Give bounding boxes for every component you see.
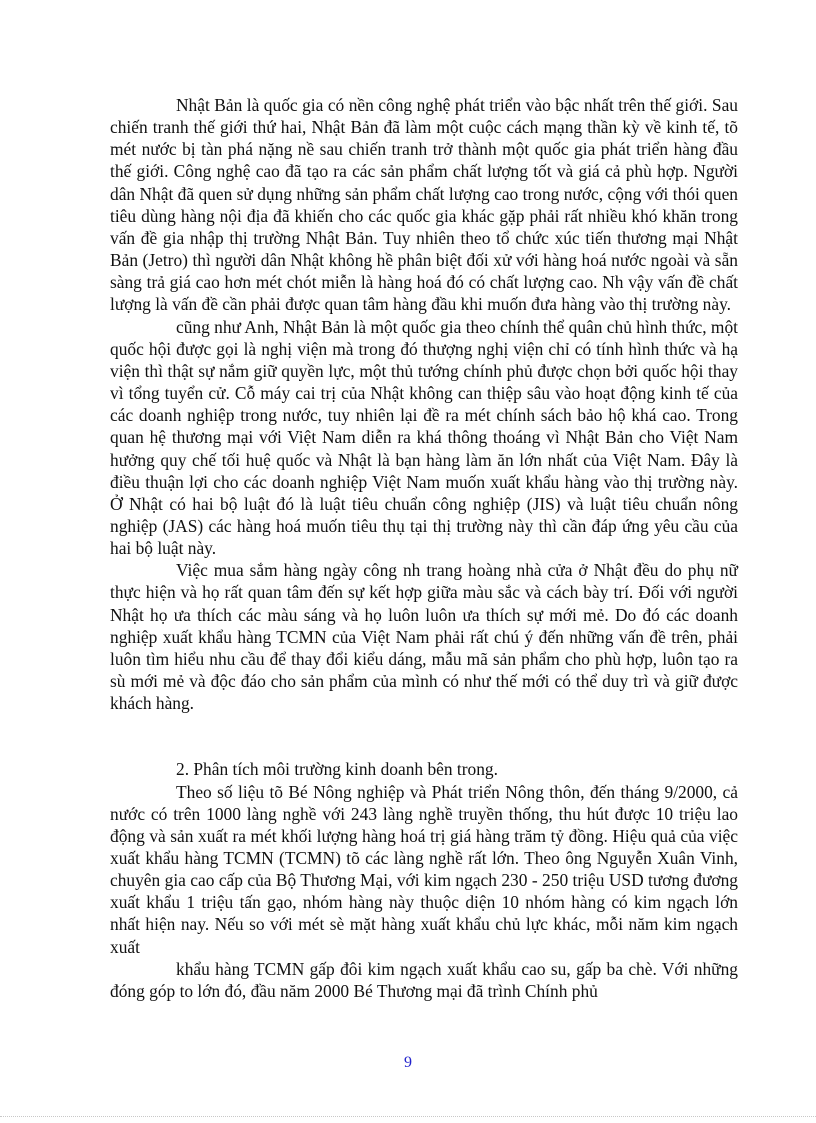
page-number: 9 <box>404 1054 412 1071</box>
paragraph-japan-technology: Nhật Bản là quốc gia có nền công nghệ phát triển vào bậc nhất trên thế giới. Sau chiến tranh thế giới thứ hai, Nhật Bản đã làm một cuộc cách mạng thần kỳ về kinh tế, tõ mét nước bị tàn phá nặng nề sau chiến tranh trở thành một quốc gia phát triển hàng đầu thế giới. Công nghệ cao đã tạo ra các sản phẩm chất lượng tốt và giá cả phù hợp. Người dân Nhật đã quen sử dụng những sản phẩm chất lượng cao trong nước, cộng với thói quen tiêu dùng hàng nội địa đã khiến cho các quốc gia khác gặp phải rất nhiều khó khăn trong vấn đề gia nhập thị trường Nhật Bản. Tuy nhiên theo tổ chức xúc tiến thương mại Nhật Bản (Jetro) thì người dân Nhật không hề phân biệt đối xử với hàng hoá nước ngoài và sẵn sàng trả giá cao hơn mét chót miễn là hàng hoá đó có chất lượng cao. Nh vậy vấn đề chất lượng là vấn đề cần phải được quan tâm hàng đầu khi muốn đưa hàng vào thị trường này. <box>110 95 738 315</box>
section-heading: 2. Phân tích môi trường kinh doanh bên trong. <box>176 759 498 780</box>
paragraph-japan-consumers: Việc mua sắm hàng ngày công nh trang hoàng nhà cửa ở Nhật đều do phụ nữ thực hiện và họ rất quan tâm đến sự kết hợp giữa màu sắc và cách bày trí. Đối với người Nhật họ ưa thích các màu sáng và họ luôn luôn ưa thích sự mới mẻ. Do đó các doanh nghiệp xuất khẩu hàng TCMN của Việt Nam phải rất chú ý đến những vấn đề trên, phải luôn tìm hiểu nhu cầu để thay đổi kiểu dáng, mẫu mã sản phẩm cho phù hợp, luôn tạo ra sù mới mẻ và độc đáo cho sản phẩm của mình có như thế mới có thể duy trì và giữ được khách hàng. <box>110 560 738 714</box>
paragraph-japan-politics: cũng như Anh, Nhật Bản là một quốc gia theo chính thể quân chủ hình thức, một quốc hội được gọi là nghị viện mà trong đó thượng nghị viện chỉ có tính hình thức và hạ viện thì thật sự nắm giữ quyền lực, một thủ tướng chính phủ được chọn bởi quốc hội thay vì tổng tuyển cử. Cỗ máy cai trị của Nhật không can thiệp sâu vào hoạt động kinh tế của các doanh nghiệp trong nước, tuy nhiên lại đề ra mét chính sách bảo hộ khá cao. Trong quan hệ thương mại với Việt Nam diễn ra khá thông thoáng vì Nhật Bản cho Việt Nam hưởng quy chế tối huệ quốc và Nhật là bạn hàng làm ăn lớn nhất của Việt Nam. Đây là điều thuận lợi cho các doanh nghiệp Việt Nam muốn xuất khẩu hàng vào thị trường này. Ở Nhật có hai bộ luật đó là luật tiêu chuẩn công nghiệp (JIS) và luật tiêu chuẩn nông nghiệp (JAS) các hàng hoá muốn tiêu thụ tại thị trường này thì cần đáp ứng yêu cầu của hai bộ luật này. <box>110 316 738 559</box>
paragraph-export-value: khẩu hàng TCMN gấp đôi kim ngạch xuất khẩu cao su, gấp ba chè. Với những đóng góp to lớn đó, đầu năm 2000 Bé Thương mại đã trình Chính phủ <box>110 958 738 1001</box>
paragraph-craft-villages: Theo số liệu tõ Bé Nông nghiệp và Phát triển Nông thôn, đến tháng 9/2000, cả nước có trên 1000 làng nghề với 243 làng nghề truyền thống, thu hút được 10 triệu lao động và sản xuất ra mét khối lượng hàng hoá trị giá hàng trăm tỷ đồng. Hiệu quả của việc xuất khẩu hàng TCMN (TCMN) tõ các làng nghề rất lớn. Theo ông Nguyễn Xuân Vinh, chuyên gia cao cấp của Bộ Thương Mại, với kim ngạch 230 - 250 triệu USD tương đương xuất khẩu 1 triệu tấn gạo, nhóm hàng này thuộc diện 10 nhóm hàng có kim ngạch lớn nhất hiện nay. Nếu so với mét sè mặt hàng xuất khẩu chủ lực khác, mỗi năm kim ngạch xuất <box>110 781 738 957</box>
body-text <box>110 94 738 1002</box>
page-bottom-divider <box>0 1116 816 1117</box>
